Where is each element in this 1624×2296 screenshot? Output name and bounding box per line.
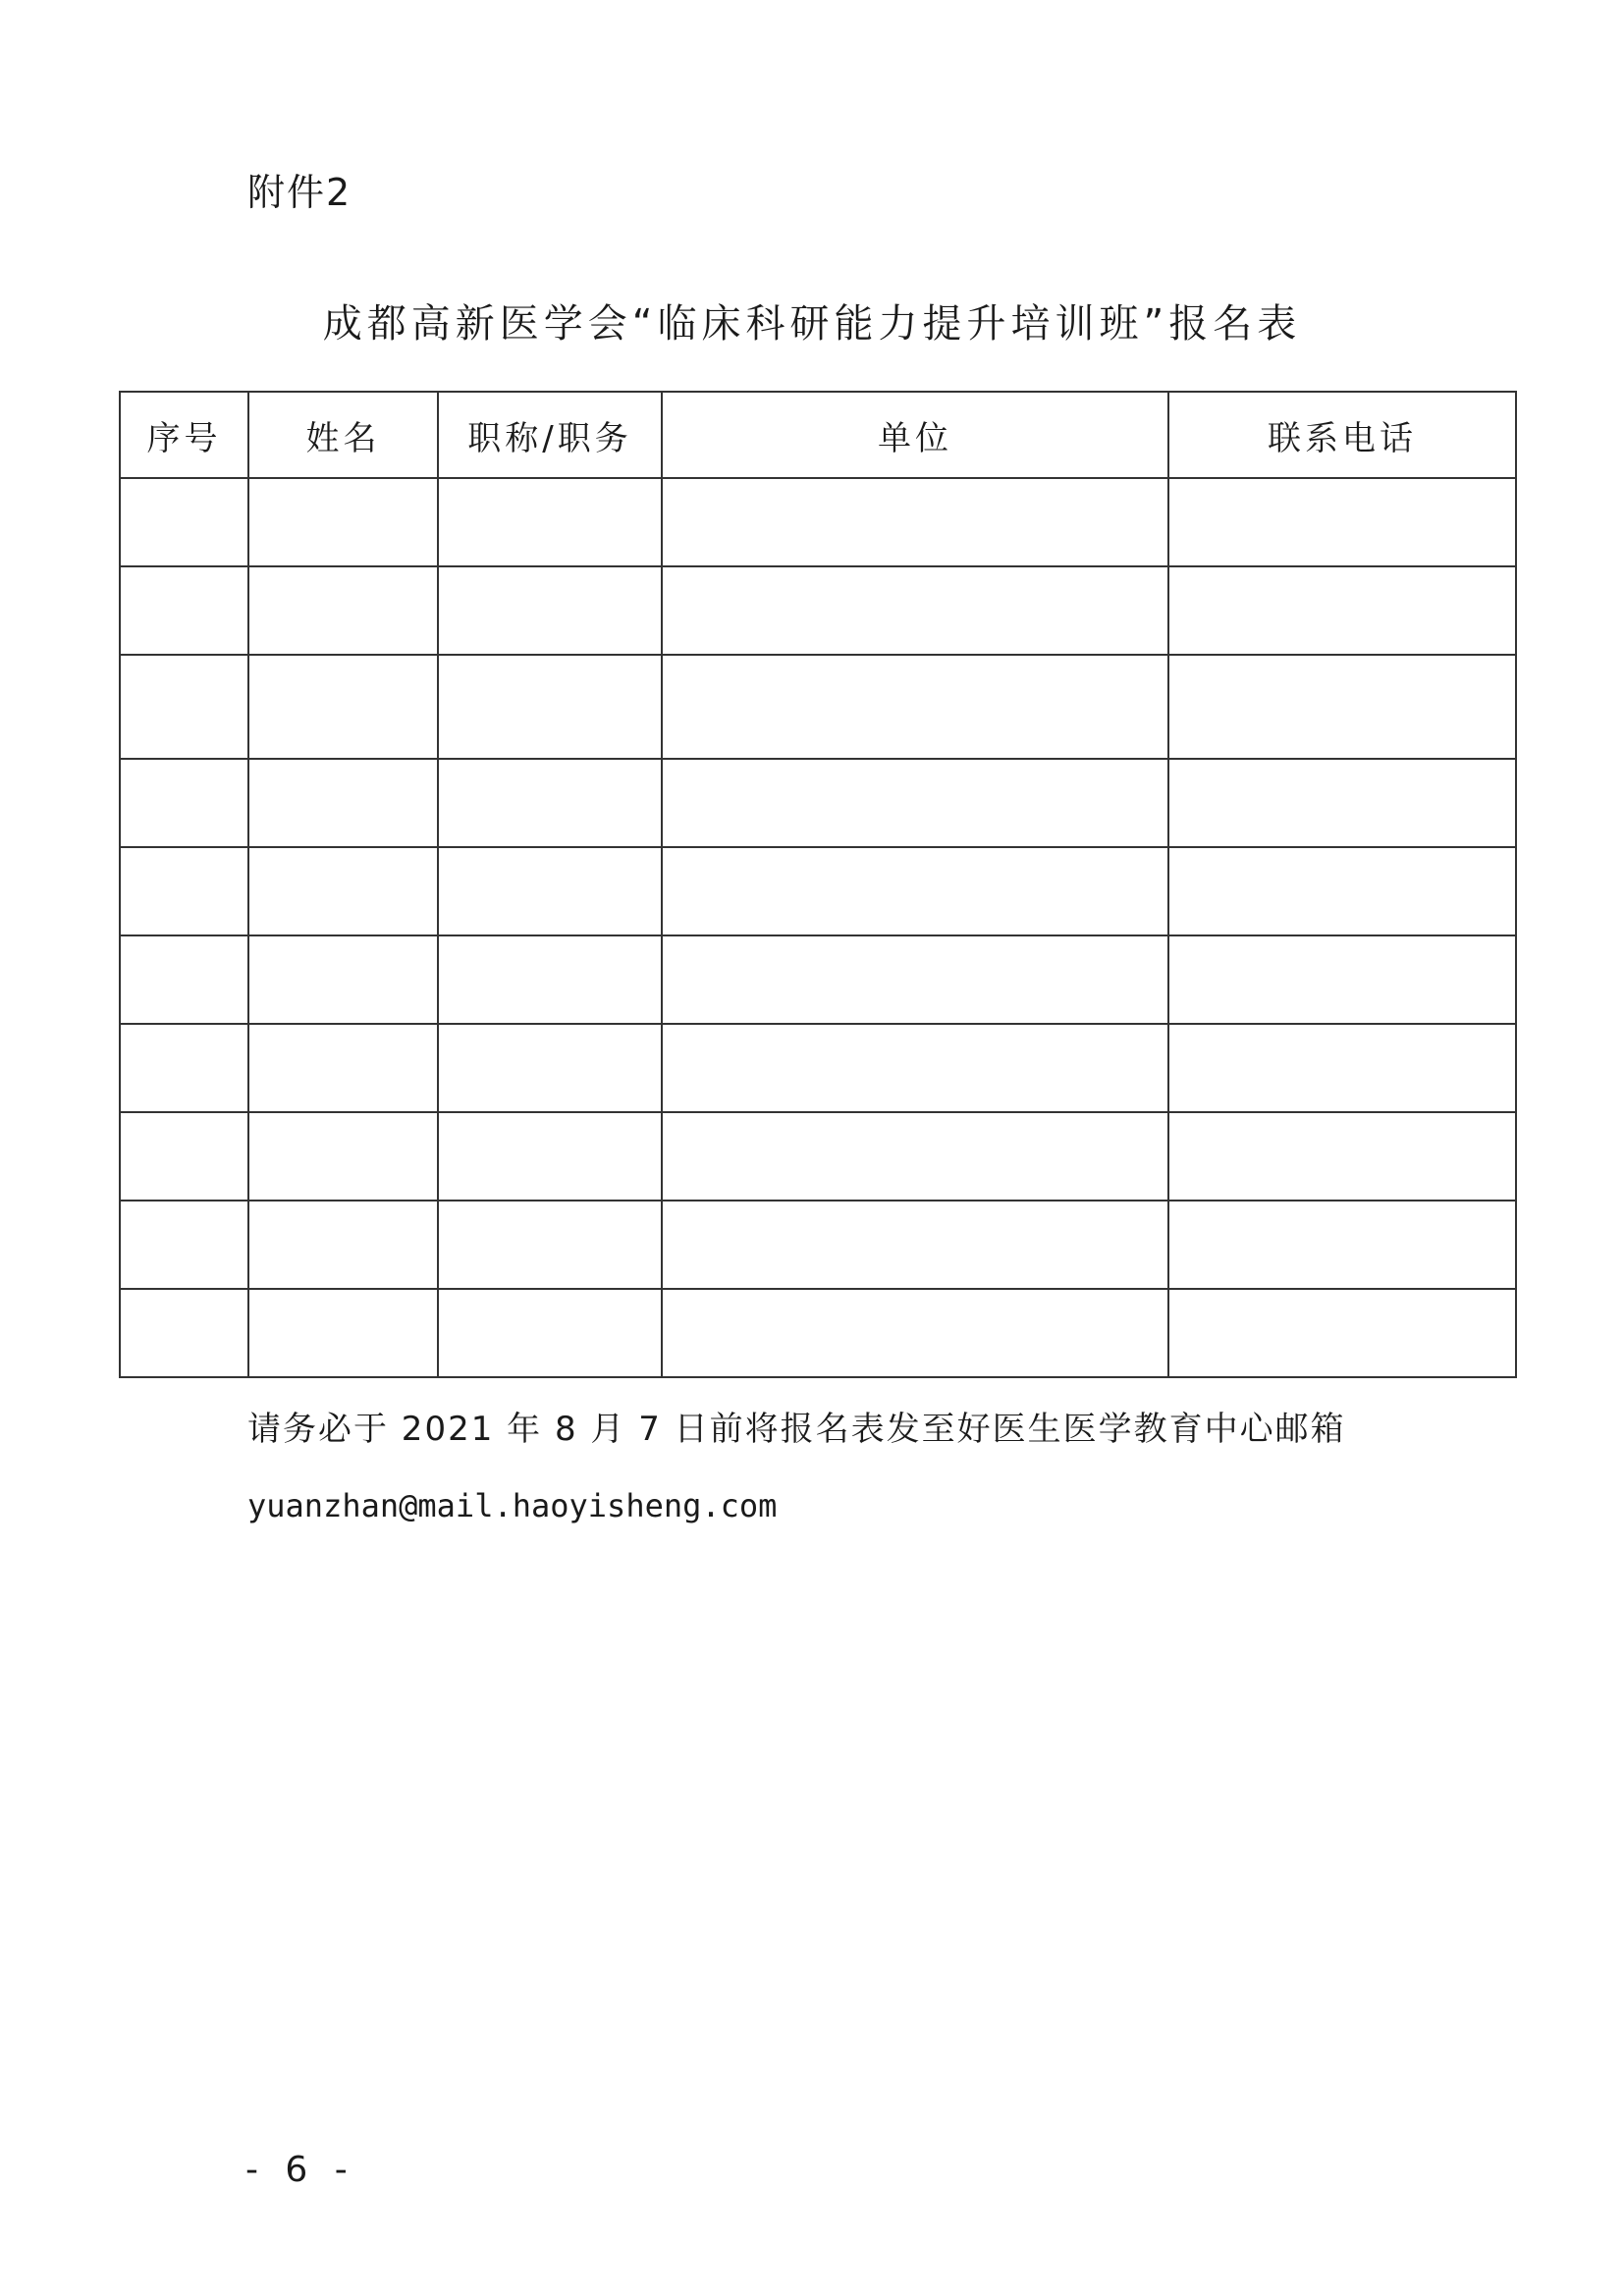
header-phone: 联系电话	[1168, 392, 1516, 478]
table-cell[interactable]	[1168, 1024, 1516, 1112]
table-row	[120, 1289, 1516, 1377]
table-cell[interactable]	[662, 935, 1168, 1024]
table-cell[interactable]	[248, 566, 438, 655]
table-cell[interactable]	[438, 1201, 662, 1289]
table-cell[interactable]	[120, 655, 248, 759]
table-cell[interactable]	[438, 1024, 662, 1112]
table-cell[interactable]	[662, 1201, 1168, 1289]
table-cell[interactable]	[120, 1201, 248, 1289]
submission-email: yuanzhan@mail.haoyisheng.com	[247, 1487, 778, 1524]
table-cell[interactable]	[438, 566, 662, 655]
registration-table	[119, 391, 1517, 1378]
table-row	[120, 759, 1516, 847]
table-cell[interactable]	[662, 759, 1168, 847]
table-cell[interactable]	[1168, 759, 1516, 847]
table-cell[interactable]	[248, 1024, 438, 1112]
table-cell[interactable]	[438, 478, 662, 566]
table-cell[interactable]	[662, 1024, 1168, 1112]
table-cell[interactable]	[120, 759, 248, 847]
header-name: 姓名	[248, 392, 438, 478]
table-cell[interactable]	[120, 1112, 248, 1201]
table-cell[interactable]	[248, 478, 438, 566]
table-cell[interactable]	[662, 1289, 1168, 1377]
table-cell[interactable]	[662, 655, 1168, 759]
table-cell[interactable]	[1168, 1289, 1516, 1377]
table-cell[interactable]	[248, 759, 438, 847]
table-cell[interactable]	[248, 1201, 438, 1289]
table-cell[interactable]	[1168, 1112, 1516, 1201]
table-cell[interactable]	[438, 1112, 662, 1201]
table-cell[interactable]	[1168, 566, 1516, 655]
table-cell[interactable]	[1168, 1201, 1516, 1289]
form-title: 成都高新医学会“临床科研能力提升培训班”报名表	[322, 301, 1302, 347]
table-cell[interactable]	[438, 1289, 662, 1377]
table-cell[interactable]	[662, 566, 1168, 655]
table-cell[interactable]	[120, 478, 248, 566]
table-cell[interactable]	[120, 566, 248, 655]
table-row	[120, 847, 1516, 935]
table-cell[interactable]	[662, 1112, 1168, 1201]
table-cell[interactable]	[120, 935, 248, 1024]
table-cell[interactable]	[120, 847, 248, 935]
table-row	[120, 1201, 1516, 1289]
table-row	[120, 1112, 1516, 1201]
page-number: - 6 -	[245, 2150, 355, 2190]
table-cell[interactable]	[1168, 478, 1516, 566]
table-cell[interactable]	[438, 847, 662, 935]
table-cell[interactable]	[248, 1112, 438, 1201]
table-cell[interactable]	[248, 847, 438, 935]
table-cell[interactable]	[120, 1289, 248, 1377]
table-cell[interactable]	[120, 1024, 248, 1112]
submission-note: 请务必于 2021 年 8 月 7 日前将报名表发至好医生医学教育中心邮箱	[247, 1410, 1346, 1449]
table-row	[120, 566, 1516, 655]
attachment-label: 附件2	[247, 171, 352, 214]
table-cell[interactable]	[438, 759, 662, 847]
table-cell[interactable]	[1168, 847, 1516, 935]
table-cell[interactable]	[662, 847, 1168, 935]
table-row	[120, 478, 1516, 566]
table-cell[interactable]	[248, 935, 438, 1024]
table-cell[interactable]	[248, 655, 438, 759]
table-row	[120, 655, 1516, 759]
table-row	[120, 1024, 1516, 1112]
table-cell[interactable]	[1168, 655, 1516, 759]
table-cell[interactable]	[248, 1289, 438, 1377]
table-row	[120, 935, 1516, 1024]
header-serial-number: 序号	[120, 392, 248, 478]
header-organization: 单位	[662, 392, 1168, 478]
table-header-row	[120, 392, 1516, 478]
table-cell[interactable]	[662, 478, 1168, 566]
table-cell[interactable]	[438, 655, 662, 759]
table-cell[interactable]	[1168, 935, 1516, 1024]
header-title-position: 职称/职务	[438, 392, 662, 478]
table-cell[interactable]	[438, 935, 662, 1024]
